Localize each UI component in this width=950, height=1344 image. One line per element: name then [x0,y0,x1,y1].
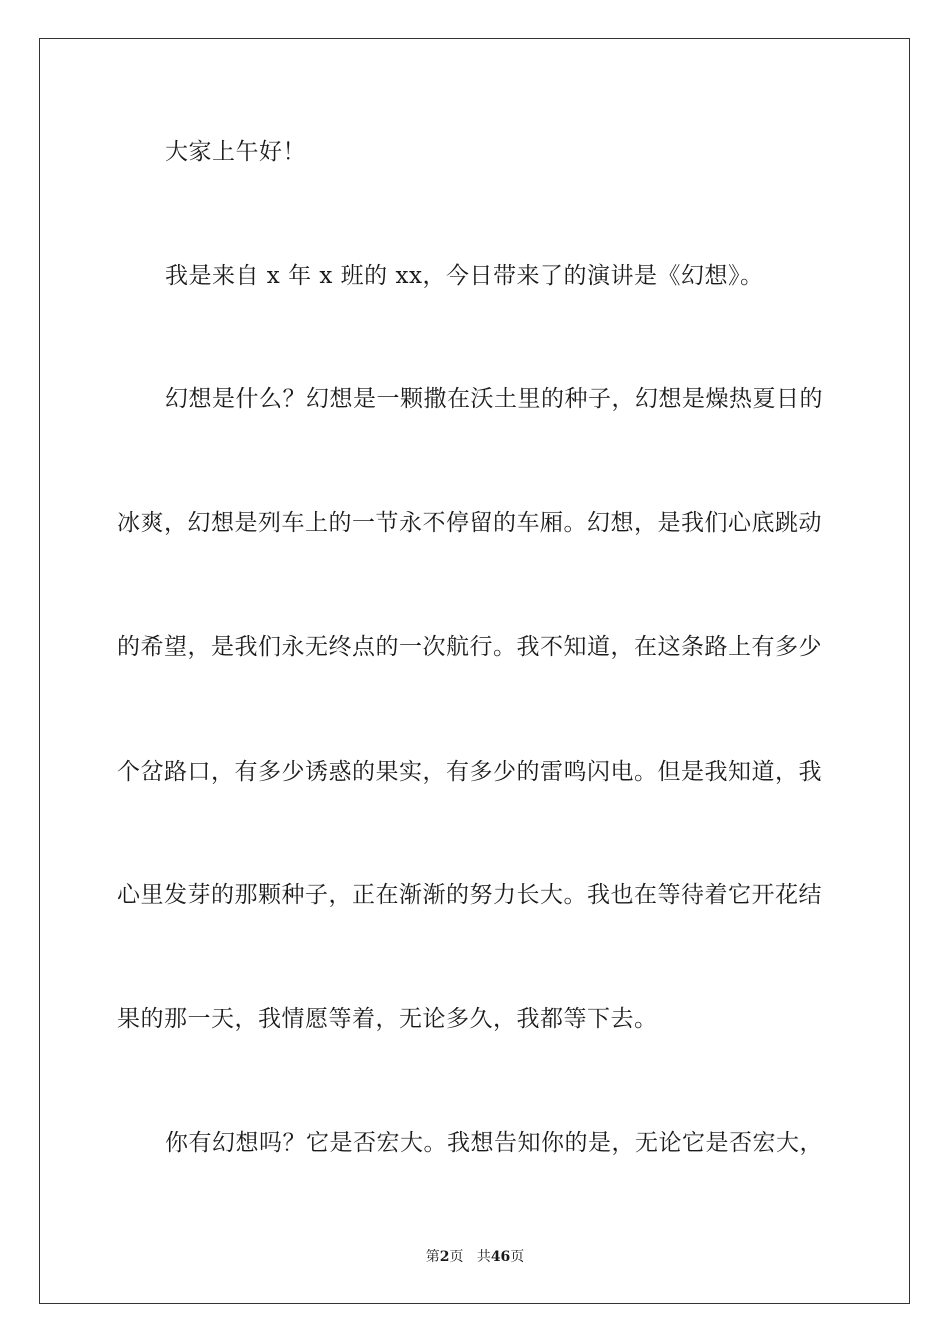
paragraph-line: 冰爽，幻想是列车上的一节永不停留的车厢。幻想，是我们心底跳动 [117,510,822,536]
page-footer [0,1248,950,1266]
paragraph-line: 心里发芽的那颗种子，正在渐渐的努力长大。我也在等待着它开花结 [117,882,822,908]
page-number: 2 [439,1249,450,1265]
total-prefix: 共 [476,1249,491,1265]
paragraph-line: 的希望，是我们永无终点的一次航行。我不知道，在这条路上有多少 [117,634,822,660]
page-suffix: 页 [449,1249,464,1265]
paragraph-line: 幻想是什么？幻想是一颗撒在沃土里的种子，幻想是燥热夏日的 [165,386,823,412]
paragraph-line: 个岔路口，有多少诱惑的果实，有多少的雷鸣闪电。但是我知道，我 [117,759,822,785]
total-pages: 46 [490,1249,511,1265]
page-border [39,38,910,1304]
intro-line: 我是来自 x 年 x 班的 xx，今日带来了的演讲是《幻想》。 [165,263,764,289]
total-suffix: 页 [510,1249,525,1265]
paragraph-line: 你有幻想吗？它是否宏大。我想告知你的是，无论它是否宏大， [165,1130,823,1156]
greeting-line: 大家上午好！ [165,139,306,165]
paragraph-line: 果的那一天，我情愿等着，无论多久，我都等下去。 [117,1006,658,1032]
page-prefix: 第 [425,1249,440,1265]
